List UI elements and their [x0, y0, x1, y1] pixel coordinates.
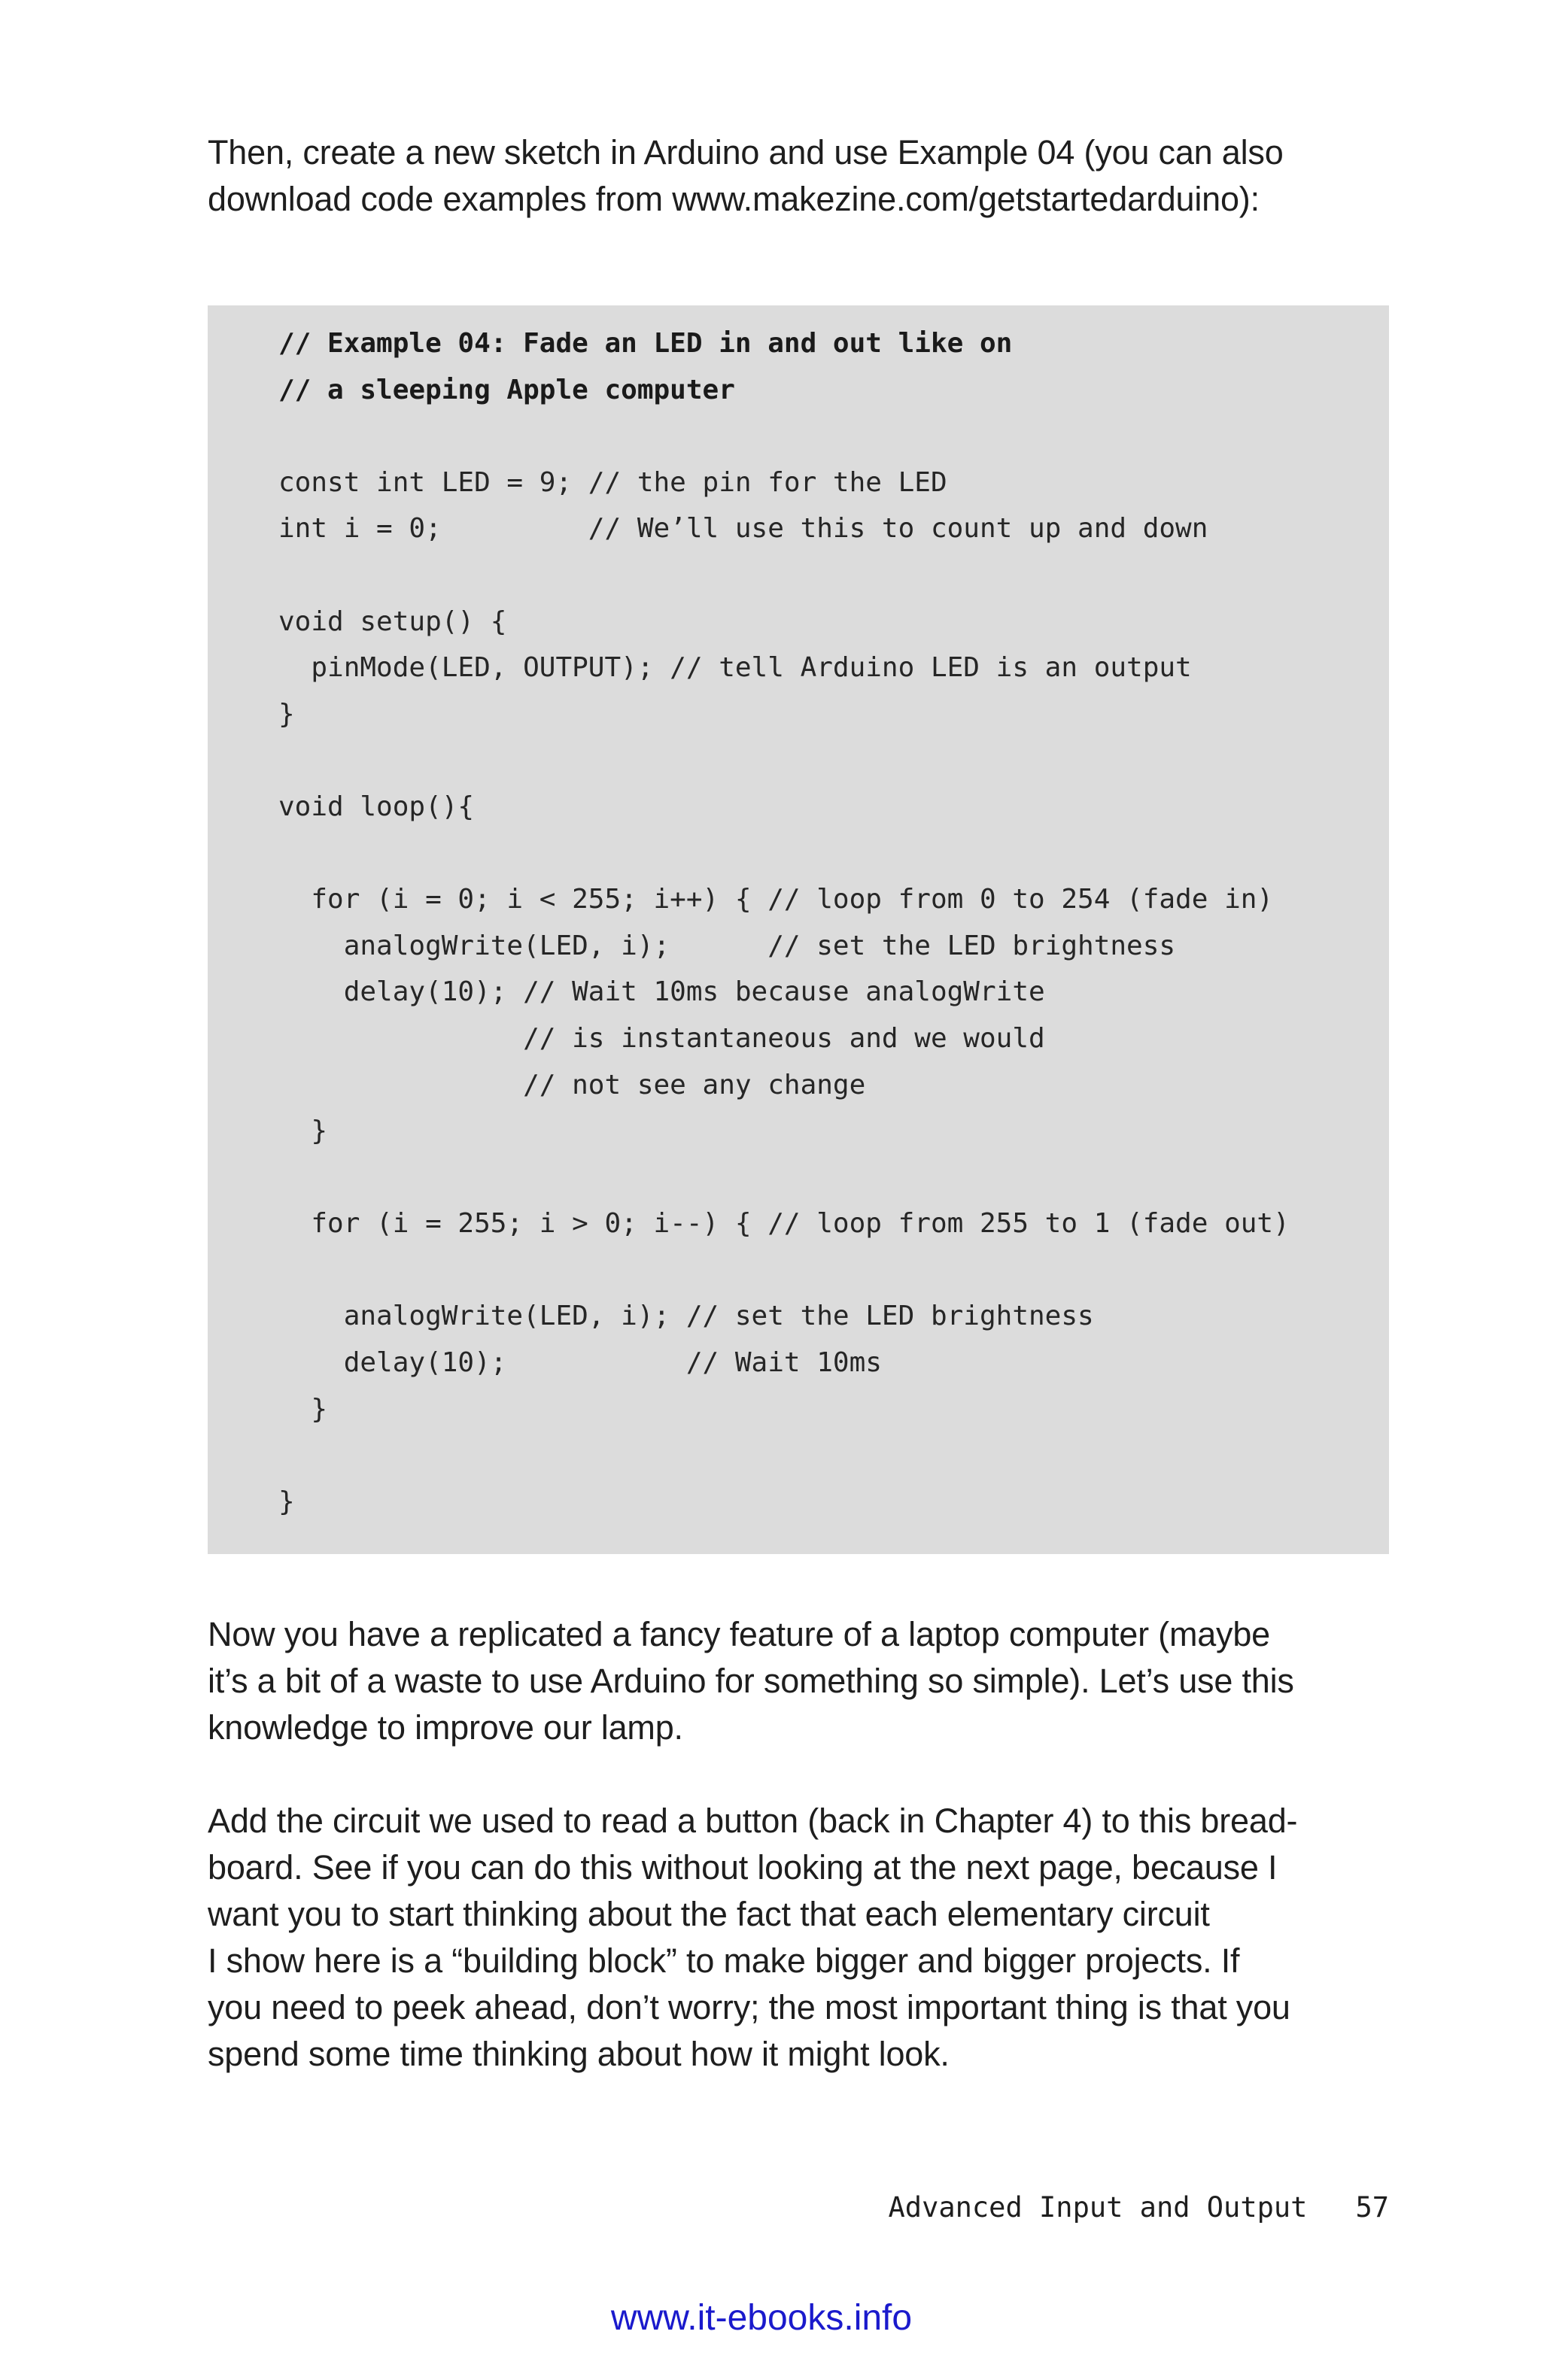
code-line: // a sleeping Apple computer	[278, 374, 735, 405]
code-line: int i = 0; // We’ll use this to count up and down	[278, 513, 1208, 545]
code-line: delay(10); // Wait 10ms	[278, 1347, 882, 1379]
code-line	[278, 1247, 1290, 1294]
code-line: for (i = 0; i < 255; i++) { // loop from 0 to 254 (fade in)	[278, 884, 1274, 915]
code-line: void setup() {	[278, 606, 507, 637]
footer-section-title: Advanced Input and Output	[888, 2191, 1308, 2224]
code-line: for (i = 255; i > 0; i--) { // loop from 255 to 1 (fade out)	[278, 1208, 1290, 1240]
code-line: }	[278, 1116, 328, 1147]
body-paragraph-1	[208, 1611, 1397, 1751]
paragraph-line: you need to peek ahead, don’t worry; the most important thing is that you	[208, 1988, 1290, 2026]
intro-paragraph	[208, 129, 1397, 223]
paragraph-line: board. See if you can do this without looking at the next page, because I	[208, 1848, 1278, 1887]
intro-line: download code examples from www.makezine.com/getstartedarduino):	[208, 180, 1260, 218]
body-paragraph-2	[208, 1798, 1397, 2078]
code-listing	[208, 305, 1389, 1554]
paragraph-line: want you to start thinking about the fact that each elementary circuit	[208, 1895, 1210, 1933]
paragraph-line: I show here is a “building block” to make bigger and bigger projects. If	[208, 1941, 1240, 1980]
code-line: void loop(){	[278, 791, 475, 822]
code-line	[278, 413, 1290, 460]
code-lines	[278, 320, 1290, 1525]
code-line	[278, 1155, 1290, 1201]
code-line: analogWrite(LED, i); // set the LED brightness	[278, 930, 1176, 961]
code-line	[278, 737, 1290, 784]
code-line: // Example 04: Fade an LED in and out like on	[278, 328, 1013, 359]
code-line	[278, 1432, 1290, 1479]
code-line: // is instantaneous and we would	[278, 1022, 1045, 1054]
running-footer	[889, 2189, 1389, 2227]
paragraph-line: it’s a bit of a waste to use Arduino for something so simple). Let’s use this	[208, 1662, 1294, 1700]
code-line: delay(10); // Wait 10ms because analogWrite	[278, 976, 1045, 1008]
code-line: // not see any change	[278, 1069, 866, 1100]
watermark-link[interactable]: www.it-ebooks.info	[610, 2298, 913, 2338]
code-line: }	[278, 1486, 295, 1517]
code-line: }	[278, 698, 295, 730]
paragraph-line: Now you have a replicated a fancy feature of a laptop computer (maybe	[208, 1615, 1271, 1653]
intro-line: Then, create a new sketch in Arduino and use Example 04 (you can also	[208, 133, 1284, 172]
paragraph-line: Add the circuit we used to read a button (back in Chapter 4) to this bread-	[208, 1802, 1298, 1840]
paragraph-line: spend some time thinking about how it might look.	[208, 2035, 950, 2073]
code-line: pinMode(LED, OUTPUT); // tell Arduino LED is an output	[278, 652, 1192, 684]
code-line	[278, 830, 1290, 877]
code-line	[278, 552, 1290, 599]
paragraph-line: knowledge to improve our lamp.	[208, 1708, 683, 1747]
code-line: }	[278, 1393, 328, 1425]
page-number: 57	[1355, 2191, 1389, 2224]
code-line: const int LED = 9; // the pin for the LED	[278, 466, 947, 498]
code-line: analogWrite(LED, i); // set the LED brightness	[278, 1301, 1094, 1332]
